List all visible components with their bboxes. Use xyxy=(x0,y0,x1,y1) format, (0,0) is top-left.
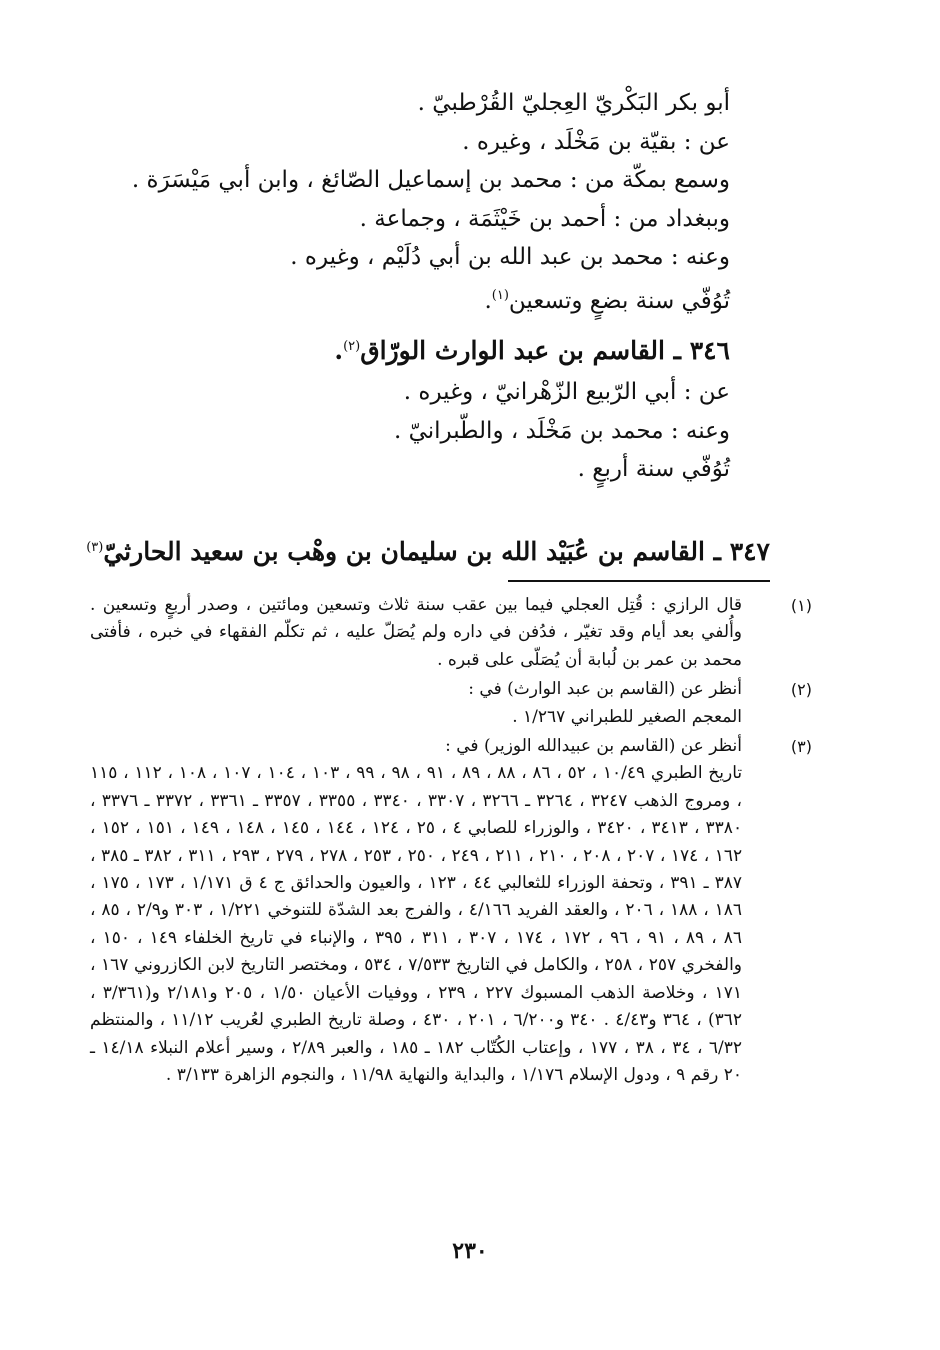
text-line xyxy=(80,277,730,316)
footnote-ref: (٣) xyxy=(86,540,104,555)
text-line: عن : أبي الرّبيع الزّهْرانيّ ، وغيره . xyxy=(403,379,730,405)
footnote-number: (١) xyxy=(790,596,812,615)
text-line: وعنه : محمد بن عبد الله بن أبي دُلَيْم ، وغيره . xyxy=(290,244,730,270)
text-line: وببغداد من : أحمد بن خَيْثَمَة ، وجماعة . xyxy=(359,205,730,232)
footnote-text: المعجم الصغير للطبراني ١/٢٦٧ . xyxy=(512,706,742,727)
footnote-text: أنظر عن (القاسم بن عبد الوارث) في : xyxy=(468,679,742,700)
footnote-separator xyxy=(508,580,770,582)
text-line: تُوُفّي سنة أربعٍ . xyxy=(577,456,730,482)
entry-title: ٣٤٦ ـ القاسم بن عبد الوارث الورّاق xyxy=(360,336,730,365)
death-note: تُوُفّي سنة بضعٍ وتسعين xyxy=(508,287,730,314)
footnote-ref: (٢) xyxy=(343,339,361,354)
footnote-ref: (١) xyxy=(491,287,509,303)
footnote-heading: أنظر عن (القاسم بن عبيدالله الوزير) في : xyxy=(445,736,742,757)
footnote-number: (٢) xyxy=(790,680,812,700)
sentence-end: . xyxy=(484,287,492,314)
footnote xyxy=(90,733,812,1089)
entry-heading-347 xyxy=(86,522,770,574)
main-text xyxy=(80,84,730,489)
footnote-number: (٣) xyxy=(790,737,812,757)
entry-title: ٣٤٧ ـ القاسم بن عُبَيْد الله بن سليمان بن وهْب بن سعيد الحارثيّ xyxy=(103,537,770,566)
text-line: وسمع بمكّة من : محمد بن إسماعيل الصّائغ ، وابن أبي مَيْسَرَة . xyxy=(131,167,730,193)
text-line: وعنه : محمد بن مَخْلَد ، والطّبرانيّ . xyxy=(393,417,730,444)
footnote xyxy=(90,676,812,731)
footnote-text: قال الرازي : قُتِل العجلي فيما بين عقب سنة ثلاث وتسعين ومائتين ، وصدر أربعٍ وتسعين . وأُلفي بعد أيام وقد تغيّر ، فدُفن في داره ولم يُصَلّ عليه ، ثم تكلّم الفقهاء في خبره ، فأفتى محمد بن عمر بن لُبابة أن يُصَلّى على قبره . xyxy=(90,595,742,670)
sentence-end: . xyxy=(334,336,344,365)
footnote xyxy=(90,592,812,674)
page-number: ٢٣٠ xyxy=(452,1238,488,1264)
text-line: أبو بكر البَكْريّ العِجليّ القُرْطبيّ . xyxy=(417,90,730,116)
entry-heading-346 xyxy=(80,321,730,373)
footnote-text: تاريخ الطبري ١٠/٤٩ ، ٥٢ ، ٨٦ ، ٨٨ ، ٨٩ ، ٩١ ، ٩٨ ، ٩٩ ، ١٠٣ ، ١٠٤ ، ١٠٧ ، ١٠٨ ، ١١٢ ، ١١٥ ، ومروج الذهب ٣٢٤٧ ، ٣٢٦٤ ـ ٣٢٦٦ ، ٣٣٠٧ ، ٣٣٤٠ ، ٣٣٥٥ ، ٣٣٥٧ ـ ٣٣٦١ ، ٣٣٧٢ ـ ٣٣٧٦ ، ٣٣٨٠ ، ٣٤١٣ ، ٣٤٢٠ ، والوزراء للصابي ٤ ، ٢٥ ، ١٢٤ ، ١٤٤ ، ١٤٥ ، ١٤٨ ، ١٤٩ ، ١٥١ ، ١٥٢ ، ١٦٢ ، ١٧٤ ، ٢٠٧ ، ٢٠٨ ، ٢١٠ ، ٢١١ ، ٢٤٩ ، ٢٥٠ ، ٢٥٣ ، ٢٧٨ ، ٢٧٩ ، ٢٩٣ ، ٣١١ ، ٣٨٢ ـ ٣٨٥ ، ٣٨٧ ـ ٣٩١ ، وتحفة الوزراء للثعالبي ٤٤ ، ١٢٣ ، والعيون والحدائق ج ٤ ق ١/١٧١ ، ١٧٣ ، ١٧٥ ، ١٨٦ ، ١٨٨ ، ٢٠٦ ، والعقد الفريد ٤/١٦٦ ، والفرج بعد الشدّة للتنوخي ١/٢٢١ ، ٣٠٣ و٢/٩ ، ٨٥ ، ٨٦ ، ٨٩ ، ٩١ ، ٩٦ ، ١٧٢ ، ١٧٤ ، ٣٠٧ ، ٣١١ ، ٣٩٥ ، والإنباء في تاريخ الخلفاء ١٤٩ ، ١٥٠ ، والفخري ٢٥٧ ، ٢٥٨ ، والكامل في التاريخ ٧/٥٣٣ ، ٥٣٤ ، ومختصر التاريخ لابن الكازروني ١٦٧ ، ١٧١ ، وخلاصة الذهب المسبوك ٢٢٧ ، ٢٣٩ ، ووفيات الأعيان ١/٥٠ ، ٢٠٥ و٢/١٨١ و(٣/٣٦١ ، ٣٦٢) ، ٣٦٤ و٤/٤٣ . ٣٤٠ و٦/٢٠٠ ، ٢٠١ ، ٤٣٠ ، وصلة تاريخ الطبري لعُريب ١١/١٢ ، والمنتظم ٦/٣٢ ، ٣٤ ، ٣٨ ، ١٧٧ ، وإعتاب الكُتّاب ١٨٢ ـ ١٨٥ ، والعبر ٢/٨٩ ، وسير أعلام النبلاء ١٤/١٨ ـ ٢٠ رقم ٩ ، ودول الإسلام ١/١٧٦ ، والبداية والنهاية ١١/٩٨ ، والنجوم الزاهرة ٣/١٣٣ . xyxy=(90,763,743,1085)
text-line: عن : بقيّة بن مَخْلَد ، وغيره . xyxy=(462,128,730,155)
footnotes xyxy=(90,592,812,1089)
